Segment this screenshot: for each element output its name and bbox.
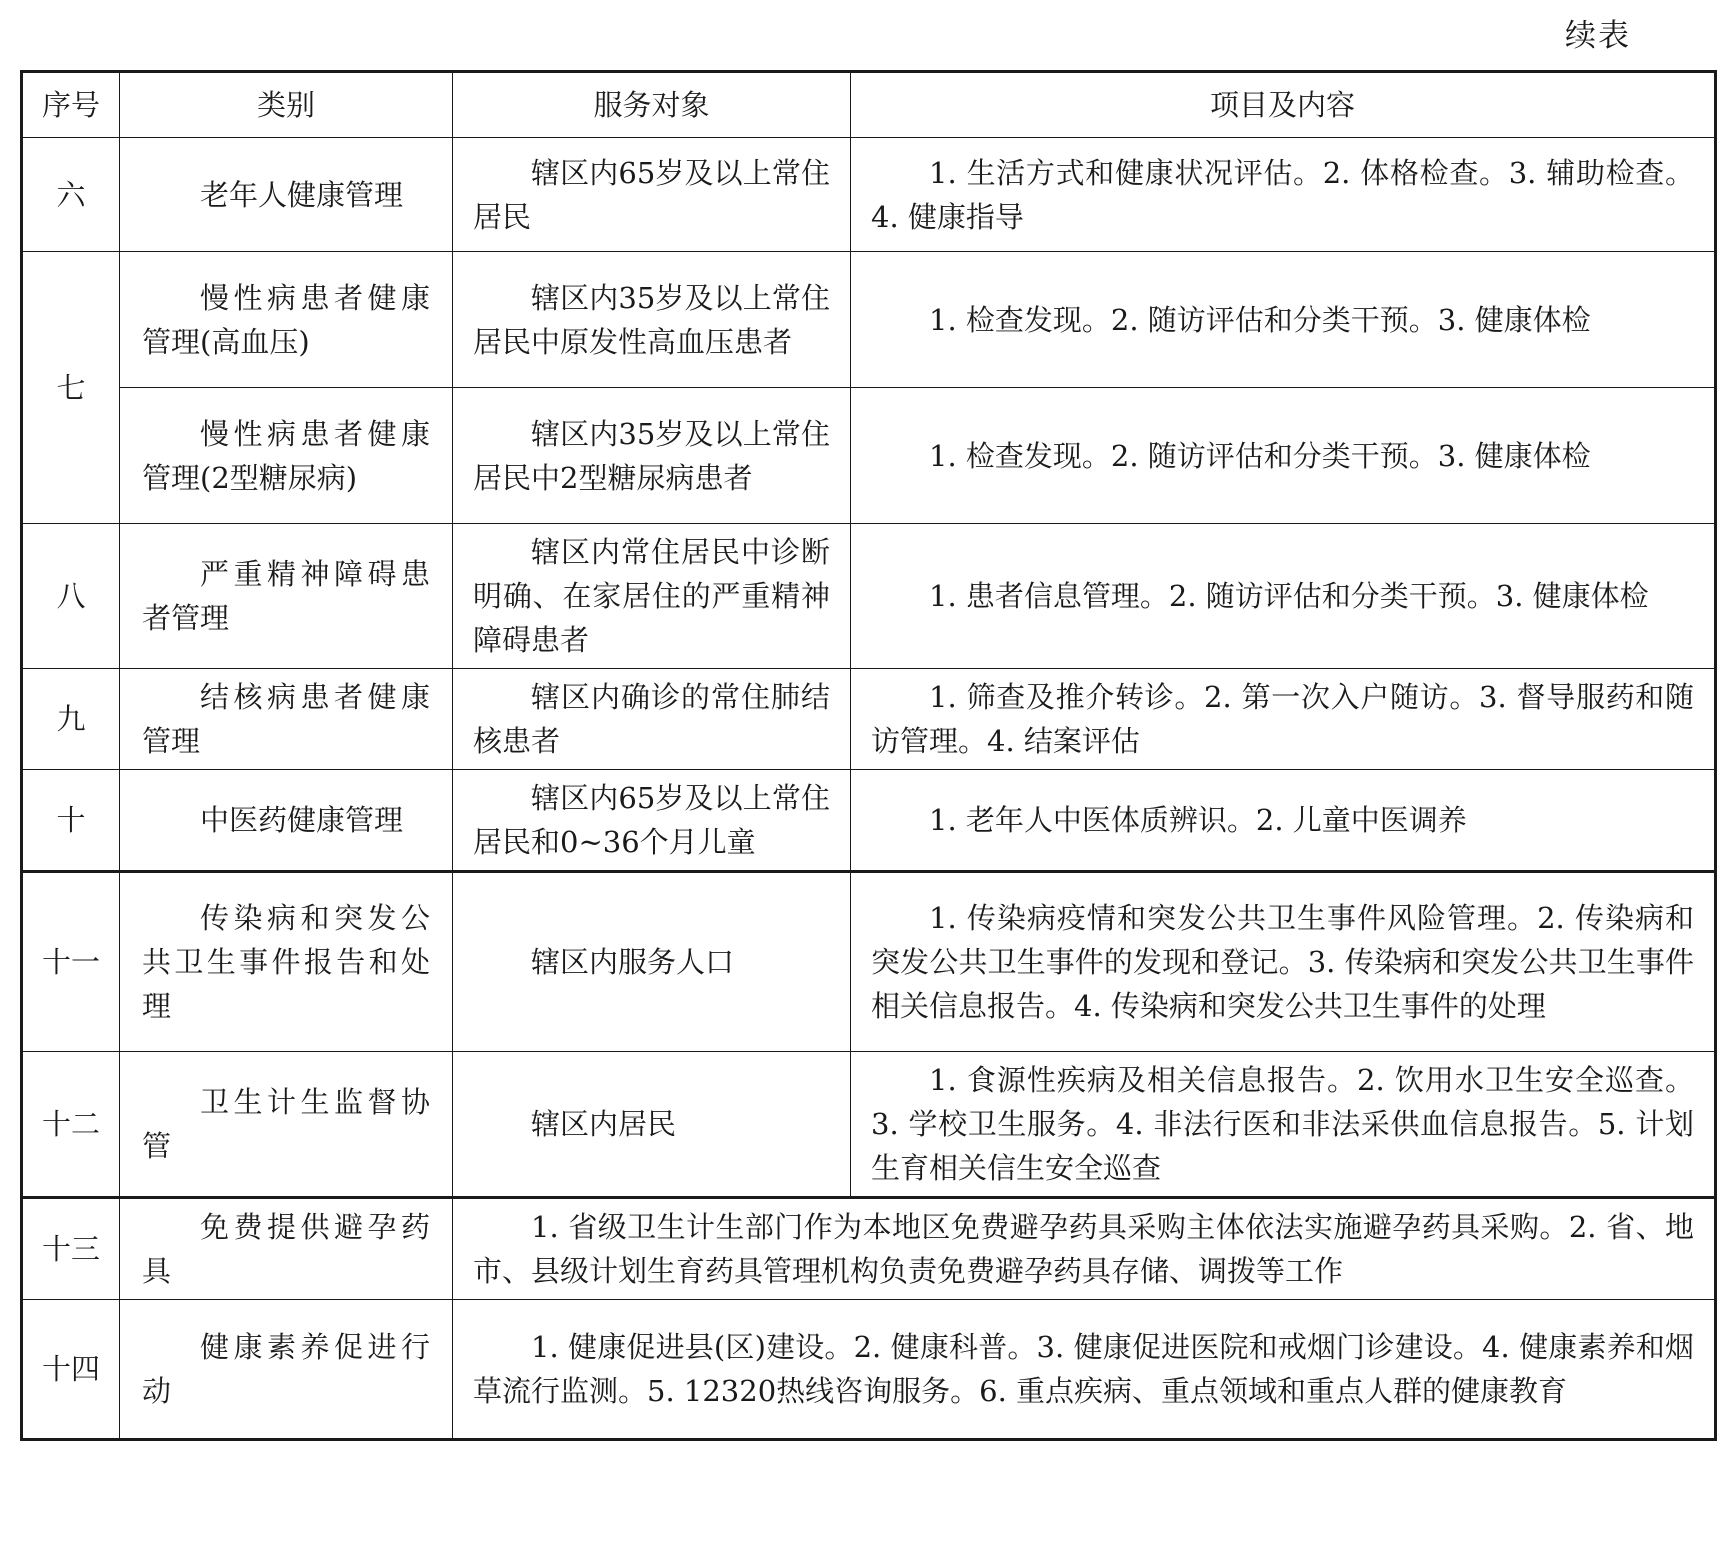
row-category: 传染病和突发公共卫生事件报告和处理 (120, 872, 453, 1052)
row-number: 七 (22, 252, 120, 524)
row-target: 辖区内65岁及以上常住居民和0~36个月儿童 (453, 770, 851, 872)
table-row (22, 1198, 1716, 1300)
table-row (22, 138, 1716, 252)
row-number: 八 (22, 524, 120, 669)
row-items: 1. 筛查及推介转诊。2. 第一次入户随访。3. 督导服药和随访管理。4. 结案评估 (851, 669, 1716, 770)
table-row (22, 872, 1716, 1052)
row-category: 卫生计生监督协管 (120, 1052, 453, 1198)
table-header-row (22, 72, 1716, 138)
row-target: 辖区内确诊的常住肺结核患者 (453, 669, 851, 770)
header-no: 序号 (22, 72, 120, 138)
table-row (22, 1052, 1716, 1198)
row-items: 1. 检查发现。2. 随访评估和分类干预。3. 健康体检 (851, 388, 1716, 524)
row-content: 1. 省级卫生计生部门作为本地区免费避孕药具采购主体依法实施避孕药具采购。2. 省、地市、县级计划生育药具管理机构负责免费避孕药具存储、调拨等工作 (453, 1198, 1716, 1300)
row-target: 辖区内65岁及以上常住居民 (453, 138, 851, 252)
table-row (22, 524, 1716, 669)
table-row (22, 1300, 1716, 1440)
row-number: 六 (22, 138, 120, 252)
table-row (22, 252, 1716, 388)
row-target: 辖区内35岁及以上常住居民中2型糖尿病患者 (453, 388, 851, 524)
row-number: 十一 (22, 872, 120, 1052)
row-category: 中医药健康管理 (120, 770, 453, 872)
row-target: 辖区内常住居民中诊断明确、在家居住的严重精神障碍患者 (453, 524, 851, 669)
row-number: 十四 (22, 1300, 120, 1440)
row-category: 结核病患者健康管理 (120, 669, 453, 770)
services-table (20, 70, 1717, 1441)
continued-label: 续表 (1565, 18, 1631, 54)
row-number: 十 (22, 770, 120, 872)
row-category: 严重精神障碍患者管理 (120, 524, 453, 669)
row-items: 1. 食源性疾病及相关信息报告。2. 饮用水卫生安全巡查。3. 学校卫生服务。4. 非法行医和非法采供血信息报告。5. 计划生育相关信生安全巡查 (851, 1052, 1716, 1198)
row-items: 1. 生活方式和健康状况评估。2. 体格检查。3. 辅助检查。4. 健康指导 (851, 138, 1716, 252)
row-category: 健康素养促进行动 (120, 1300, 453, 1440)
row-category: 老年人健康管理 (120, 138, 453, 252)
row-target: 辖区内服务人口 (453, 872, 851, 1052)
header-category: 类别 (120, 72, 453, 138)
row-items: 1. 检查发现。2. 随访评估和分类干预。3. 健康体检 (851, 252, 1716, 388)
row-items: 1. 患者信息管理。2. 随访评估和分类干预。3. 健康体检 (851, 524, 1716, 669)
row-number: 十二 (22, 1052, 120, 1198)
row-category: 免费提供避孕药具 (120, 1198, 453, 1300)
table-row (22, 770, 1716, 872)
table-row (22, 388, 1716, 524)
row-items: 1. 传染病疫情和突发公共卫生事件风险管理。2. 传染病和突发公共卫生事件的发现和登记。3. 传染病和突发公共卫生事件相关信息报告。4. 传染病和突发公共卫生事件的处理 (851, 872, 1716, 1052)
row-category: 慢性病患者健康管理(高血压) (120, 252, 453, 388)
row-target: 辖区内居民 (453, 1052, 851, 1198)
row-number: 十三 (22, 1198, 120, 1300)
row-target: 辖区内35岁及以上常住居民中原发性高血压患者 (453, 252, 851, 388)
row-category: 慢性病患者健康管理(2型糖尿病) (120, 388, 453, 524)
row-number: 九 (22, 669, 120, 770)
table-row (22, 669, 1716, 770)
row-content: 1. 健康促进县(区)建设。2. 健康科普。3. 健康促进医院和戒烟门诊建设。4. 健康素养和烟草流行监测。5. 12320热线咨询服务。6. 重点疾病、重点领域和重点人群的健康教育 (453, 1300, 1716, 1440)
header-target: 服务对象 (453, 72, 851, 138)
header-items: 项目及内容 (851, 72, 1716, 138)
row-items: 1. 老年人中医体质辨识。2. 儿童中医调养 (851, 770, 1716, 872)
